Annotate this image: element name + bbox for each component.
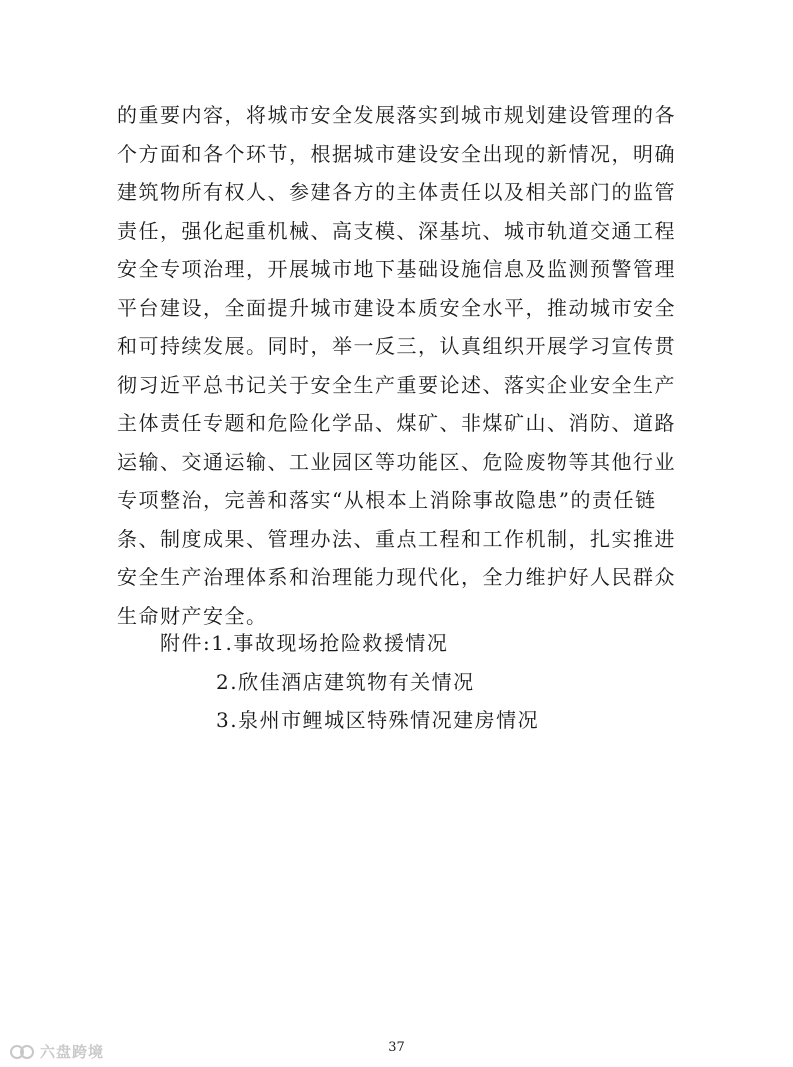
watermark bbox=[10, 1041, 104, 1062]
paragraph-line: 运输、交通运输、工业园区等功能区、危险废物等其他行业 bbox=[117, 449, 676, 474]
attachment-title: 1.事故现场抢险救援情况 bbox=[211, 631, 449, 655]
paragraph-line: 平台建设，全面提升城市建设本质安全水平，推动城市安全 bbox=[117, 295, 676, 320]
watermark-text: 六盘跨境 bbox=[40, 1043, 105, 1061]
paragraph-line: 和可持续发展。同时，举一反三，认真组织开展学习宣传贯 bbox=[117, 334, 676, 358]
paragraph-line: 主体责任专题和危险化学品、煤矿、非煤矿山、消防、道路 bbox=[117, 411, 676, 435]
paragraph-line: 建筑物所有权人、参建各方的主体责任以及相关部门的监管 bbox=[117, 180, 676, 204]
paragraph-line: 安全生产治理体系和治理能力现代化，全力维护好人民群众 bbox=[117, 565, 676, 589]
paragraph-line: 个方面和各个环节，根据城市建设安全出现的新情况，明确 bbox=[117, 141, 676, 166]
attachments-label: 附件: bbox=[160, 631, 212, 655]
attachment-item bbox=[160, 663, 539, 702]
watermark-logo-icon bbox=[10, 1043, 36, 1061]
attachment-title: 3.泉州市鲤城区特殊情况建房情况 bbox=[216, 708, 540, 732]
attachment-title: 2.欣佳酒店建筑物有关情况 bbox=[216, 669, 475, 694]
paragraph-line: 条、制度成果、管理办法、重点工程和工作机制，扎实推进 bbox=[117, 526, 676, 551]
body-paragraph bbox=[117, 96, 687, 635]
attachment-item bbox=[160, 624, 539, 663]
paragraph-line: 彻习近平总书记关于安全生产重要论述、落实企业安全生产 bbox=[117, 372, 676, 397]
attachment-item bbox=[160, 701, 539, 740]
paragraph-line: 专项整治，完善和落实“从根本上消除事故隐患”的责任链 bbox=[117, 488, 657, 512]
paragraph-line: 的重要内容，将城市安全发展落实到城市规划建设管理的各 bbox=[117, 103, 676, 127]
paragraph-line: 安全专项治理，开展城市地下基础设施信息及监测预警管理 bbox=[117, 257, 676, 281]
attachments-list bbox=[160, 624, 539, 740]
paragraph-line: 生命财产安全。 bbox=[117, 603, 268, 628]
page-number: 37 bbox=[388, 1040, 405, 1055]
paragraph-line: 责任，强化起重机械、高支模、深基坑、城市轨道交通工程 bbox=[117, 218, 676, 243]
